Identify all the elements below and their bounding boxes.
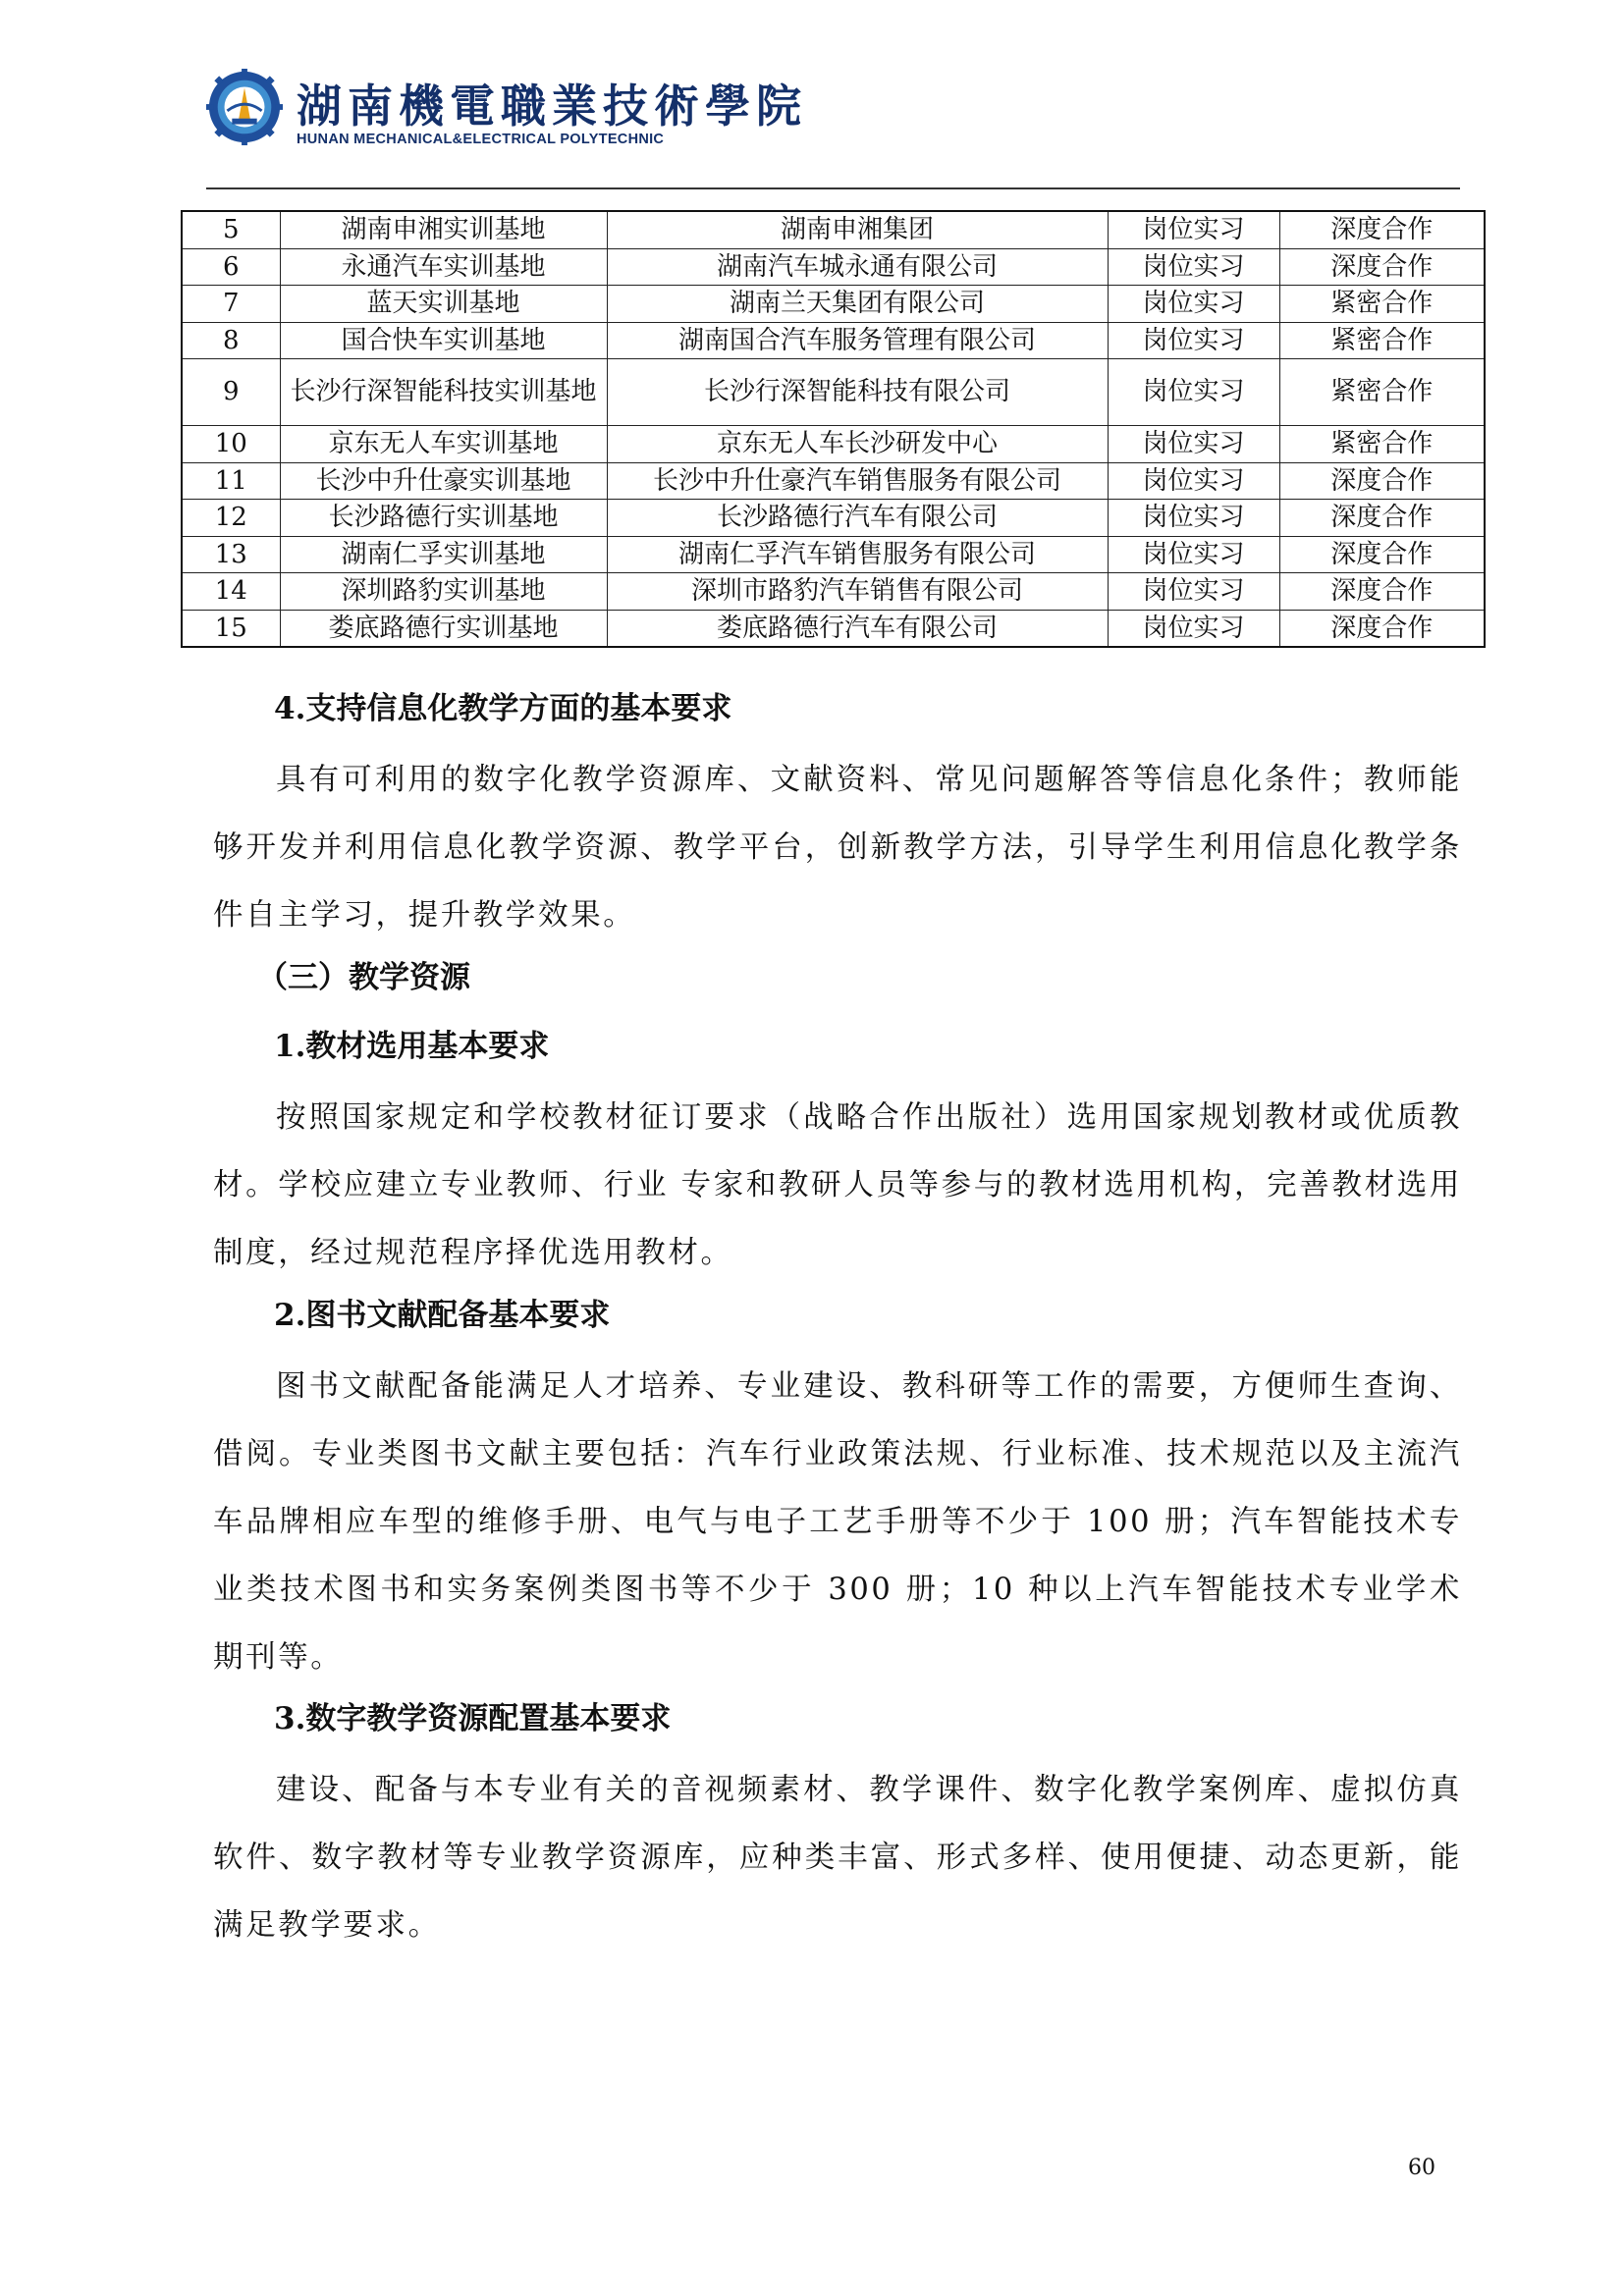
section-heading-digital-resources: 3.数字教学资源配置基本要求 [274, 1701, 672, 1736]
base-function: 岗位实习 [1108, 610, 1279, 647]
cooperation-level: 深度合作 [1279, 462, 1485, 500]
base-function: 岗位实习 [1108, 536, 1279, 573]
company-name: 湖南申湘集团 [607, 211, 1108, 248]
base-function: 岗位实习 [1108, 426, 1279, 463]
company-name: 湖南兰天集团有限公司 [607, 286, 1108, 323]
table-row [182, 426, 1485, 463]
table-row [182, 359, 1485, 426]
section-heading-info-teaching: 4.支持信息化教学方面的基本要求 [274, 691, 732, 726]
row-number: 14 [182, 573, 280, 611]
table-row [182, 322, 1485, 359]
base-function: 岗位实习 [1108, 500, 1279, 537]
cooperation-level: 深度合作 [1279, 500, 1485, 537]
base-function: 岗位实习 [1108, 248, 1279, 286]
row-number: 6 [182, 248, 280, 286]
base-function: 岗位实习 [1108, 322, 1279, 359]
base-name: 湖南仁孚实训基地 [280, 536, 607, 573]
section-heading-teaching-resources: （三）教学资源 [257, 960, 470, 995]
cooperation-level: 深度合作 [1279, 536, 1485, 573]
table-row [182, 536, 1485, 573]
base-name: 长沙中升仕豪实训基地 [280, 462, 607, 500]
company-name: 长沙行深智能科技有限公司 [607, 359, 1108, 426]
section-heading-library: 2.图书文献配备基本要求 [274, 1298, 611, 1333]
paragraph-digital-resources: 建设、配备与本专业有关的音视频素材、教学课件、数字化教学案例库、虚拟仿真软件、数字教材等专业教学资源库，应种类丰富、形式多样、使用便捷、动态更新，能满足教学要求。 [213, 1773, 1462, 1943]
base-function: 岗位实习 [1108, 286, 1279, 323]
company-name: 京东无人车长沙研发中心 [607, 426, 1108, 463]
school-emblem-icon [206, 69, 283, 145]
row-number: 7 [182, 286, 280, 323]
training-base-table [181, 210, 1486, 648]
row-number: 15 [182, 610, 280, 647]
paragraph-info-teaching: 具有可利用的数字化教学资源库、文献资料、常见问题解答等信息化条件；教师能够开发并利用信息化教学资源、教学平台，创新教学方法，引导学生利用信息化教学条件自主学习，提升教学效果。 [213, 763, 1462, 933]
company-name: 湖南仁孚汽车销售服务有限公司 [607, 536, 1108, 573]
table-row [182, 573, 1485, 611]
company-name: 娄底路德行汽车有限公司 [607, 610, 1108, 647]
header-divider [206, 187, 1460, 189]
table-row [182, 500, 1485, 537]
company-name: 湖南国合汽车服务管理有限公司 [607, 322, 1108, 359]
row-number: 13 [182, 536, 280, 573]
base-function: 岗位实习 [1108, 211, 1279, 248]
row-number: 10 [182, 426, 280, 463]
base-name: 长沙路德行实训基地 [280, 500, 607, 537]
base-name: 永通汽车实训基地 [280, 248, 607, 286]
row-number: 11 [182, 462, 280, 500]
school-name-cn: 湖南機電職業技術學院 [297, 80, 807, 133]
row-number: 8 [182, 322, 280, 359]
section-heading-textbooks: 1.教材选用基本要求 [274, 1029, 550, 1064]
base-function: 岗位实习 [1108, 359, 1279, 426]
base-name: 蓝天实训基地 [280, 286, 607, 323]
base-function: 岗位实习 [1108, 462, 1279, 500]
page-number: 60 [1408, 2156, 1435, 2180]
company-name: 湖南汽车城永通有限公司 [607, 248, 1108, 286]
base-name: 国合快车实训基地 [280, 322, 607, 359]
company-name: 长沙中升仕豪汽车销售服务有限公司 [607, 462, 1108, 500]
cooperation-level: 紧密合作 [1279, 286, 1485, 323]
cooperation-level: 深度合作 [1279, 211, 1485, 248]
table-row [182, 248, 1485, 286]
base-name: 深圳路豹实训基地 [280, 573, 607, 611]
base-name: 娄底路德行实训基地 [280, 610, 607, 647]
table-row [182, 211, 1485, 248]
table-row [182, 286, 1485, 323]
cooperation-level: 紧密合作 [1279, 426, 1485, 463]
school-name-en: HUNAN MECHANICAL&ELECTRICAL POLYTECHNIC [297, 132, 665, 147]
table-row [182, 462, 1485, 500]
base-name: 京东无人车实训基地 [280, 426, 607, 463]
company-name: 深圳市路豹汽车销售有限公司 [607, 573, 1108, 611]
cooperation-level: 深度合作 [1279, 573, 1485, 611]
base-function: 岗位实习 [1108, 573, 1279, 611]
paragraph-textbooks: 按照国家规定和学校教材征订要求（战略合作出版社）选用国家规划教材或优质教材。学校应建立专业教师、行业 专家和教研人员等参与的教材选用机构，完善教材选用制度，经过规范程序择优选用教材。 [213, 1100, 1462, 1270]
row-number: 5 [182, 211, 280, 248]
base-name: 湖南申湘实训基地 [280, 211, 607, 248]
row-number: 12 [182, 500, 280, 537]
cooperation-level: 深度合作 [1279, 248, 1485, 286]
base-name: 长沙行深智能科技实训基地 [280, 359, 607, 426]
cooperation-level: 紧密合作 [1279, 359, 1485, 426]
page-header [206, 61, 982, 169]
row-number: 9 [182, 359, 280, 426]
table-row [182, 610, 1485, 647]
company-name: 长沙路德行汽车有限公司 [607, 500, 1108, 537]
cooperation-level: 紧密合作 [1279, 322, 1485, 359]
paragraph-library: 图书文献配备能满足人才培养、专业建设、教科研等工作的需要，方便师生查询、借阅。专业类图书文献主要包括：汽车行业政策法规、行业标准、技术规范以及主流汽车品牌相应车型的维修手册、电气与电子工艺手册等不少于 100 册；汽车智能技术专业类技术图书和实务案例类图书等不少于 300 册；10 种以上汽车智能技术专业学术期刊等。 [213, 1369, 1462, 1675]
cooperation-level: 深度合作 [1279, 610, 1485, 647]
